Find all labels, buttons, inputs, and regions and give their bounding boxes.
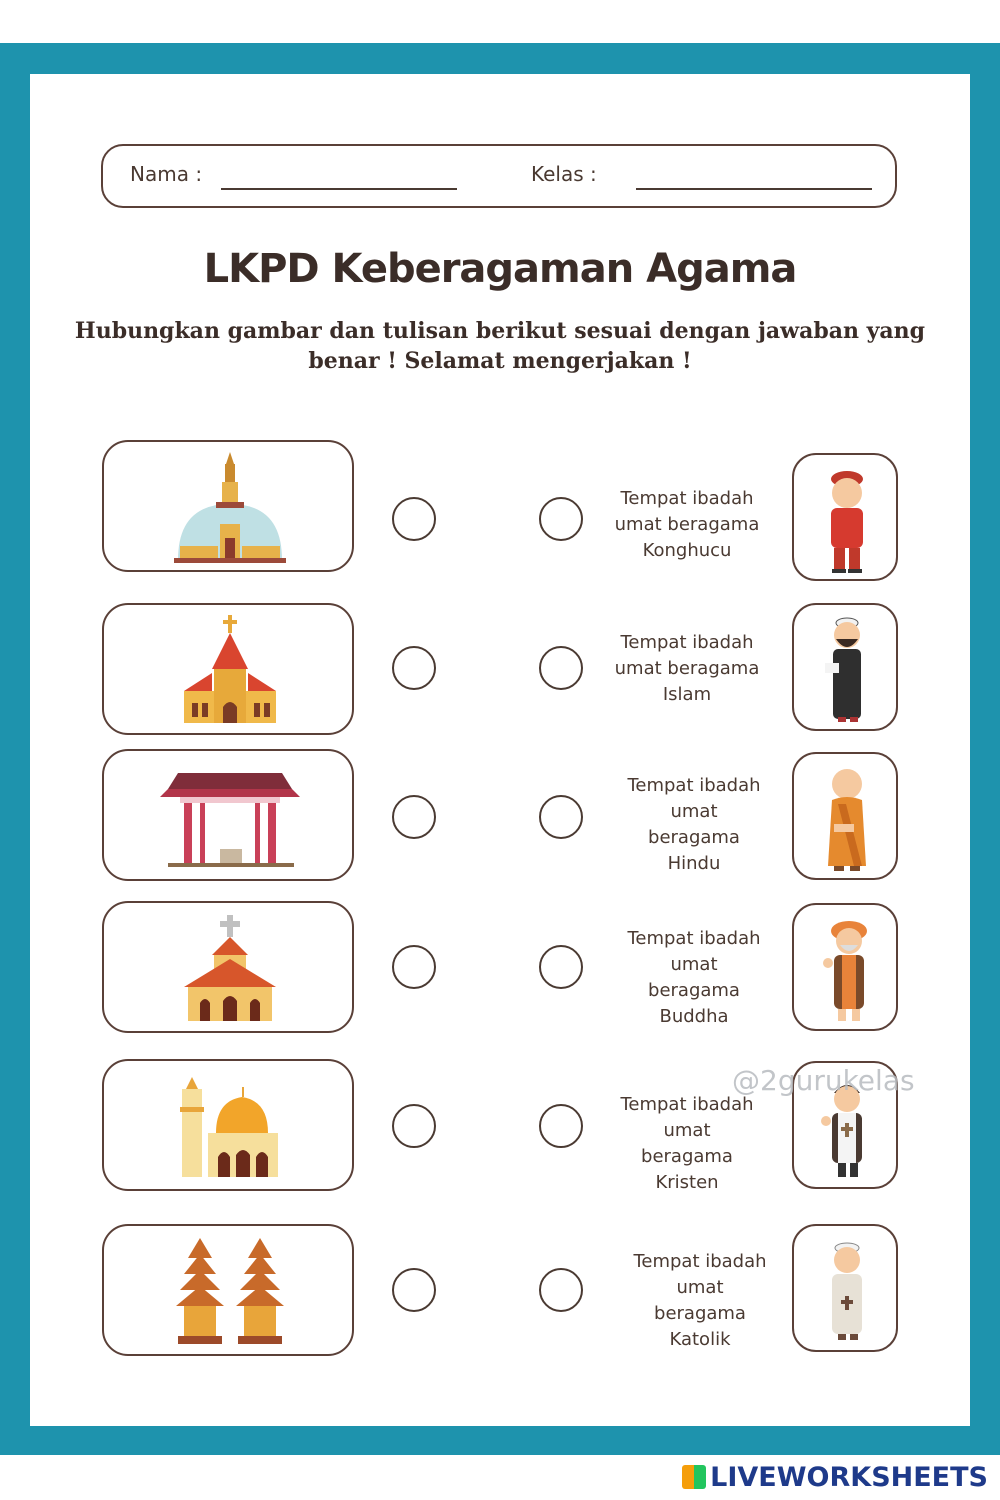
left-connector-1[interactable] bbox=[392, 497, 436, 541]
description-2: Tempat ibadah umat beragama Islam bbox=[614, 632, 760, 705]
stupa-icon bbox=[104, 442, 356, 574]
mosque-icon bbox=[104, 1061, 356, 1193]
figure-card-2 bbox=[792, 603, 898, 731]
instructions: Hubungkan gambar dan tulisan berikut sesuai dengan jawaban yang benar ! Selamat mengerjakan ! bbox=[74, 318, 926, 374]
left-connector-5[interactable] bbox=[392, 1104, 436, 1148]
church-icon bbox=[104, 605, 356, 737]
liveworksheets-logo-icon bbox=[682, 1465, 706, 1489]
right-connector-1[interactable] bbox=[539, 497, 583, 541]
description-3: Tempat ibadah umat beragama Hindu bbox=[627, 775, 761, 874]
watermark: @2gurukelas bbox=[732, 1064, 915, 1097]
hindu-person-icon bbox=[794, 905, 900, 1033]
picture-card-stupa bbox=[102, 440, 354, 572]
description-5: Tempat ibadah umat beragama Kristen bbox=[620, 1094, 754, 1193]
picture-card-pura bbox=[102, 1224, 354, 1356]
class-field[interactable] bbox=[636, 188, 872, 190]
description-1: Tempat ibadah umat beragama Konghucu bbox=[614, 488, 760, 561]
left-connector-4[interactable] bbox=[392, 945, 436, 989]
klenteng-icon bbox=[104, 751, 356, 883]
figure-card-1 bbox=[792, 453, 898, 581]
right-connector-2[interactable] bbox=[539, 646, 583, 690]
buddhist-monk-icon bbox=[794, 754, 900, 882]
muslim-person-icon bbox=[794, 605, 900, 733]
chapel-icon bbox=[104, 903, 356, 1035]
class-label: Kelas : bbox=[531, 162, 597, 186]
student-info-box bbox=[101, 144, 897, 208]
footer-logo[interactable]: LIVEWORKSHEETS bbox=[682, 1462, 988, 1493]
name-field[interactable] bbox=[221, 188, 457, 190]
picture-card-church bbox=[102, 603, 354, 735]
page-title: LKPD Keberagaman Agama bbox=[203, 246, 797, 292]
pura-icon bbox=[104, 1226, 356, 1358]
picture-card-klenteng bbox=[102, 749, 354, 881]
catholic-person-icon bbox=[794, 1226, 900, 1354]
picture-card-mosque bbox=[102, 1059, 354, 1191]
right-connector-3[interactable] bbox=[539, 795, 583, 839]
figure-card-6 bbox=[792, 1224, 898, 1352]
left-connector-2[interactable] bbox=[392, 646, 436, 690]
picture-card-chapel bbox=[102, 901, 354, 1033]
description-6: Tempat ibadah umat beragama Katolik bbox=[633, 1251, 767, 1350]
right-connector-5[interactable] bbox=[539, 1104, 583, 1148]
left-connector-3[interactable] bbox=[392, 795, 436, 839]
confucian-person-icon bbox=[794, 455, 900, 583]
right-connector-6[interactable] bbox=[539, 1268, 583, 1312]
description-4: Tempat ibadah umat beragama Buddha bbox=[627, 928, 761, 1027]
left-connector-6[interactable] bbox=[392, 1268, 436, 1312]
name-label: Nama : bbox=[130, 162, 203, 186]
right-connector-4[interactable] bbox=[539, 945, 583, 989]
figure-card-3 bbox=[792, 752, 898, 880]
figure-card-4 bbox=[792, 903, 898, 1031]
